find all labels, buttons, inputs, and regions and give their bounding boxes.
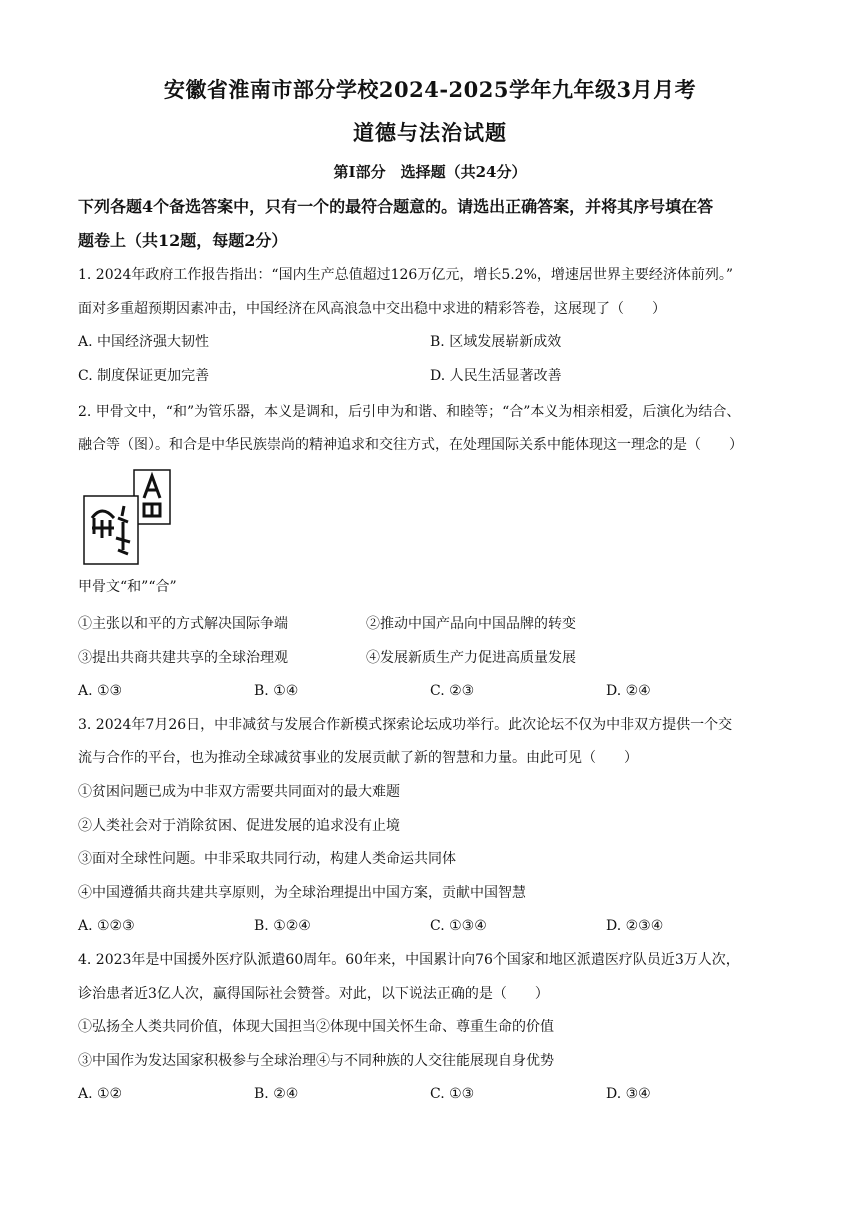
q2-option-a: A. ①③ [78,683,123,699]
q3-statement-3: ③面对全球性问题。中非采取共同行动，构建人类命运共同体 [78,851,456,867]
q3-option-d: D. ②③④ [606,918,664,934]
q2-option-c: C. ②③ [430,683,475,699]
q2-statement-1: ①主张以和平的方式解决国际争端 [78,616,288,632]
q2-option-d: D. ②④ [606,683,651,699]
q1-stem-line-2: 面对多重超预期因素冲击，中国经济在风高浪急中交出稳中求进的精彩答卷，这展现了（ ） [78,301,666,317]
q3-stem-line-2: 流与合作的平台，也为推动全球减贫事业的发展贡献了新的智慧和力量。由此可见（ ） [78,750,638,766]
q4-option-c: C. ①③ [430,1086,475,1102]
exam-subject: 道德与法治试题 [353,120,507,145]
image-caption: 甲骨文“和”“合” [78,579,177,595]
q1-option-a: A. 中国经济强大韧性 [78,334,210,350]
q1-option-d: D. 人民生活显著改善 [430,368,562,384]
q4-stem-line-1: 4. 2023年是中国援外医疗队派遣60周年。60年来，中国累计向76个国家和地区派遣医疗队员近3万人次， [78,952,740,968]
q4-option-a: A. ①② [78,1086,123,1102]
q3-option-b: B. ①②④ [254,918,311,934]
q2-statement-4: ④发展新质生产力促进高质量发展 [366,650,576,666]
q4-option-d: D. ③④ [606,1086,651,1102]
instruction-line-2: 题卷上（共12题，每题2分） [78,231,288,250]
q1-option-b: B. 区域发展崭新成效 [430,334,562,350]
q2-statement-2: ②推动中国产品向中国品牌的转变 [366,616,576,632]
q3-option-c: C. ①③④ [430,918,487,934]
q4-statement-3-4: ③中国作为发达国家积极参与全球治理④与不同种族的人交往能展现自身优势 [78,1053,554,1069]
q1-option-c: C. 制度保证更加完善 [78,368,210,384]
oracle-bone-script-image [82,468,174,568]
q3-statement-4: ④中国遵循共商共建共享原则，为全球治理提出中国方案，贡献中国智慧 [78,885,526,901]
q2-stem-line-2: 融合等（图）。和合是中华民族崇尚的精神追求和交往方式，在处理国际关系中能体现这一理念的是（ ） [78,437,743,453]
q3-option-a: A. ①②③ [78,918,135,934]
q2-option-b: B. ①④ [254,683,299,699]
q1-stem-line-1: 1. 2024年政府工作报告指出：“国内生产总值超过126万亿元，增长5.2%，增速居世界主要经济体前列。” [78,267,734,283]
q3-stem-line-1: 3. 2024年7月26日，中非减贫与发展合作新模式探索论坛成功举行。此次论坛不仅为中非双方提供一个交 [78,717,733,733]
instruction-line-1: 下列各题4个备选答案中，只有一个的最符合题意的。请选出正确答案，并将其序号填在答 [78,197,714,216]
q2-statement-3: ③提出共商共建共享的全球治理观 [78,650,288,666]
exam-title: 安徽省淮南市部分学校2024-2025学年九年级3月月考 [163,77,697,102]
q4-statement-1-2: ①弘扬全人类共同价值，体现大国担当②体现中国关怀生命、尊重生命的价值 [78,1019,554,1035]
q3-statement-2: ②人类社会对于消除贫困、促进发展的追求没有止境 [78,818,400,834]
q2-stem-line-1: 2. 甲骨文中，“和”为管乐器，本义是调和，后引申为和谐、和睦等；“合”本义为相亲相爱，后演化为结合、 [78,404,741,420]
section-heading: 第Ⅰ部分 选择题（共24分） [333,163,527,181]
q4-stem-line-2: 诊治患者近3亿人次，赢得国际社会赞誉。对此，以下说法正确的是（ ） [78,986,549,1002]
q4-option-b: B. ②④ [254,1086,299,1102]
q3-statement-1: ①贫困问题已成为中非双方需要共同面对的最大难题 [78,784,400,800]
